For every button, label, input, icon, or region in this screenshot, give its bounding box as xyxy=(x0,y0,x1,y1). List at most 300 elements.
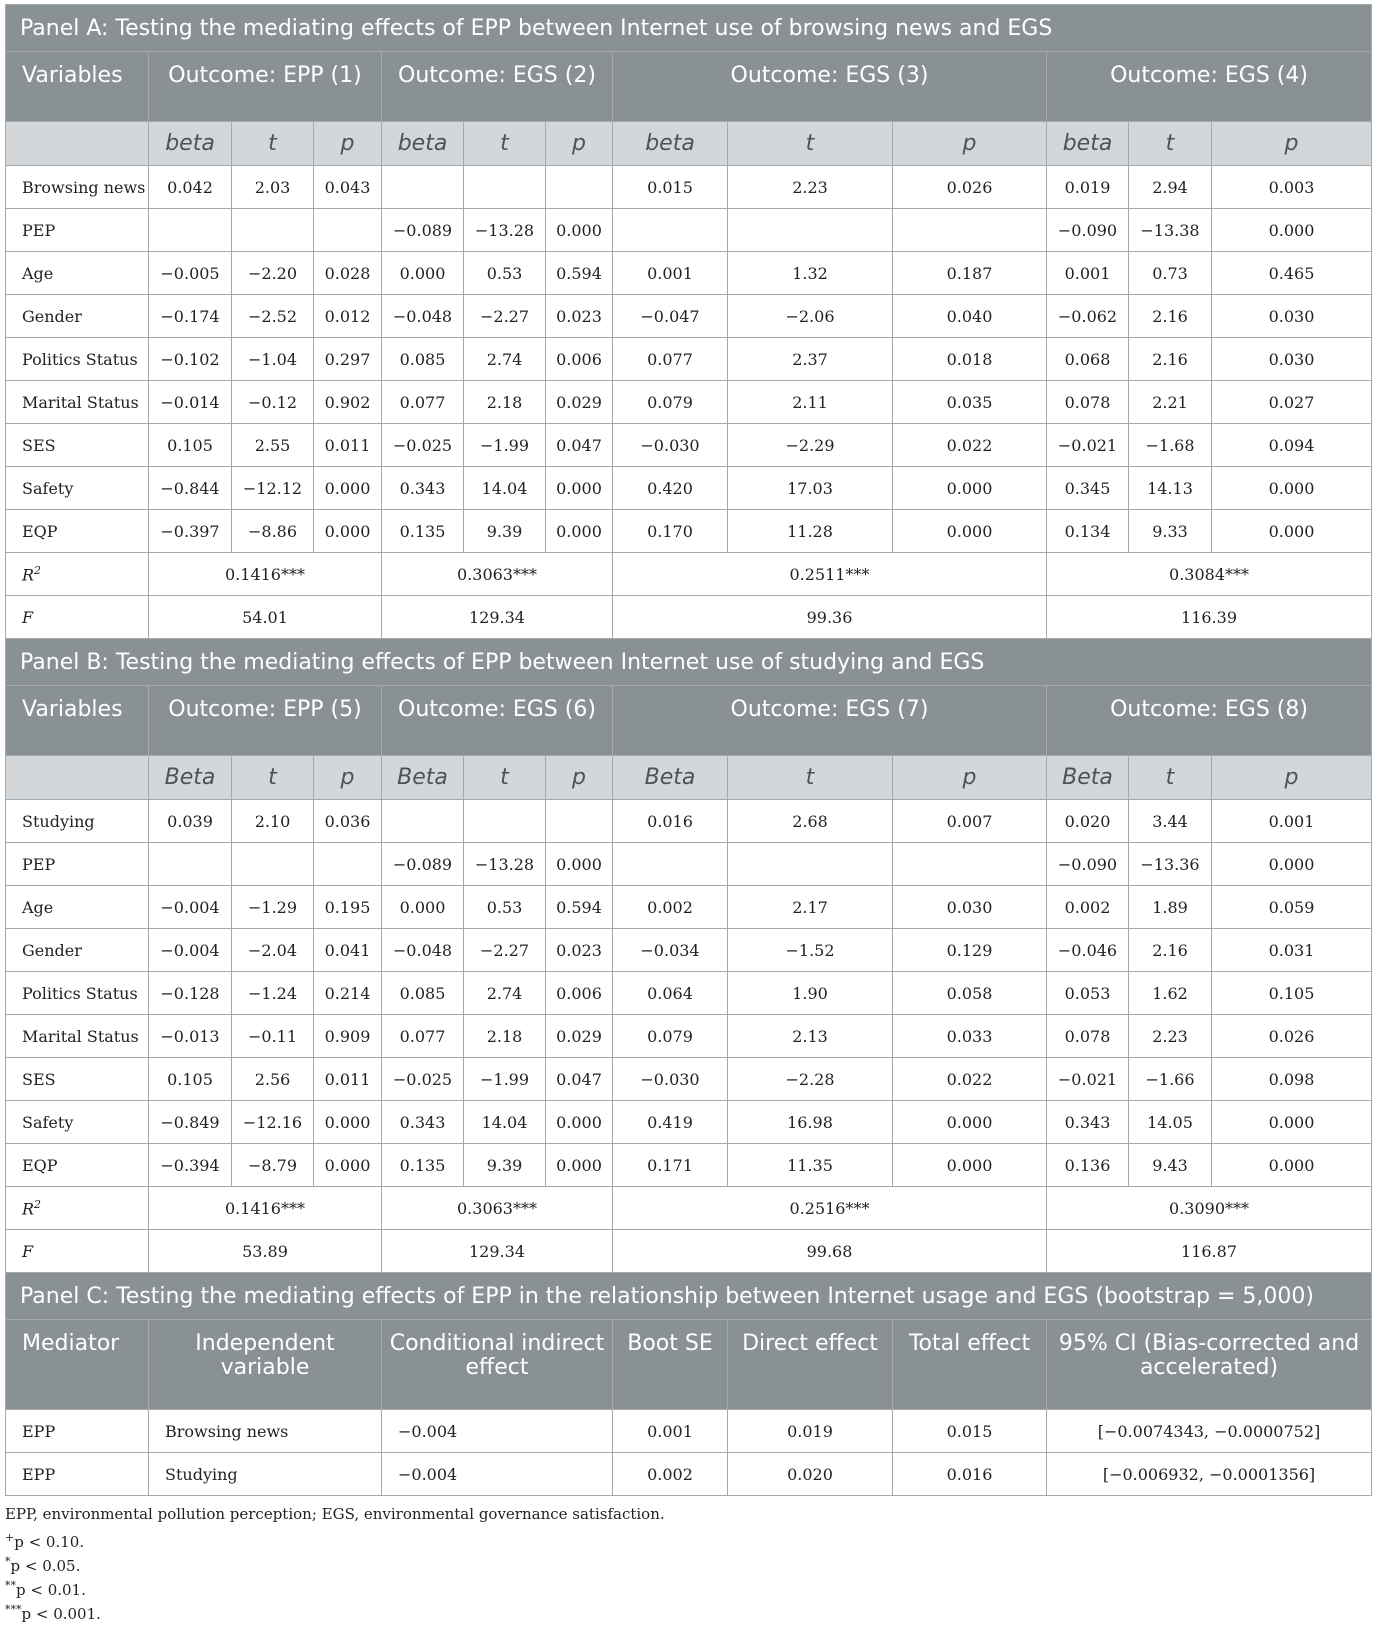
f-stat-value: 99.36 xyxy=(613,596,1047,639)
row-label: EQP xyxy=(6,1144,149,1187)
table-cell: −0.090 xyxy=(1047,843,1129,886)
table-cell: 0.214 xyxy=(314,972,382,1015)
panelB-title-row xyxy=(6,639,1372,686)
table-cell: 0.000 xyxy=(1212,843,1372,886)
table-row xyxy=(6,252,1372,295)
subheader-t: t xyxy=(728,756,893,800)
r-squared-label xyxy=(6,1187,149,1230)
table-cell: 0.023 xyxy=(546,929,613,972)
footnote-symbol: + xyxy=(5,1531,15,1544)
table-row xyxy=(6,972,1372,1015)
row-label: Marital Status xyxy=(6,381,149,424)
table-cell: 0.030 xyxy=(1212,338,1372,381)
subheader-beta: Beta xyxy=(382,756,464,800)
panelC-header: Total effect xyxy=(893,1320,1047,1410)
table-cell: 0.020 xyxy=(1047,800,1129,843)
table-cell: 0.042 xyxy=(149,166,232,209)
table-footnotes xyxy=(5,1502,1371,1623)
table-cell: 0.040 xyxy=(893,295,1047,338)
panelC-header: Independent variable xyxy=(149,1320,382,1410)
table-cell: 0.170 xyxy=(613,510,728,553)
subheader-p: p xyxy=(546,122,613,166)
subheader-blank xyxy=(6,122,149,166)
table-cell: 0.000 xyxy=(382,886,464,929)
panelC-header: Mediator xyxy=(6,1320,149,1410)
table-cell xyxy=(613,843,728,886)
table-cell xyxy=(613,209,728,252)
table-row xyxy=(6,166,1372,209)
table-cell: −0.014 xyxy=(149,381,232,424)
panelC-title: Panel C: Testing the mediating effects of EPP in the relationship between Internet usage and EGS (bootstrap = 5,000) xyxy=(6,1273,1372,1320)
table-cell: −2.20 xyxy=(232,252,314,295)
table-cell: −0.025 xyxy=(382,1058,464,1101)
table-row xyxy=(6,1101,1372,1144)
table-cell xyxy=(314,209,382,252)
subheader-p: p xyxy=(314,756,382,800)
outcome-header: Outcome: EGS (3) xyxy=(613,52,1047,122)
table-row xyxy=(6,800,1372,843)
table-cell: 2.13 xyxy=(728,1015,893,1058)
table-cell xyxy=(232,209,314,252)
table-cell: −0.102 xyxy=(149,338,232,381)
row-label: Browsing news xyxy=(6,166,149,209)
table-cell: 9.39 xyxy=(464,1144,546,1187)
footnote-symbol: * xyxy=(5,1555,11,1568)
panelA-title: Panel A: Testing the mediating effects of EPP between Internet use of browsing news and EGS xyxy=(6,5,1372,52)
table-cell: 0.000 xyxy=(1212,467,1372,510)
table-cell: 0.007 xyxy=(893,800,1047,843)
footnote-text: p < 0.001. xyxy=(21,1605,101,1623)
r-squared-value: 0.1416*** xyxy=(149,1187,382,1230)
table-cell: 0.171 xyxy=(613,1144,728,1187)
subheader-beta: Beta xyxy=(613,756,728,800)
table-cell: −1.99 xyxy=(464,1058,546,1101)
table-cell: 0.059 xyxy=(1212,886,1372,929)
table-cell: 2.03 xyxy=(232,166,314,209)
panelC-cell: −0.004 xyxy=(382,1410,613,1453)
table-cell: 2.74 xyxy=(464,972,546,1015)
table-cell: 16.98 xyxy=(728,1101,893,1144)
table-cell: 14.05 xyxy=(1129,1101,1212,1144)
panelC-row xyxy=(6,1410,1372,1453)
table-cell: 0.135 xyxy=(382,1144,464,1187)
table-cell: 0.033 xyxy=(893,1015,1047,1058)
table-cell: −2.27 xyxy=(464,295,546,338)
table-cell: 0.002 xyxy=(613,886,728,929)
footnote-abbreviations: EPP, environmental pollution perception; EGS, environmental governance satisfaction. xyxy=(5,1505,665,1523)
table-cell: −2.06 xyxy=(728,295,893,338)
f-stat-value: 53.89 xyxy=(149,1230,382,1273)
row-label: PEP xyxy=(6,209,149,252)
table-cell: 9.43 xyxy=(1129,1144,1212,1187)
row-label: Politics Status xyxy=(6,972,149,1015)
table-cell: 0.047 xyxy=(546,424,613,467)
table-cell: 0.085 xyxy=(382,338,464,381)
table-cell: −0.025 xyxy=(382,424,464,467)
table-cell: −1.66 xyxy=(1129,1058,1212,1101)
panelB-header-row xyxy=(6,686,1372,756)
table-row xyxy=(6,295,1372,338)
panelC-cell: [−0.0074343, −0.0000752] xyxy=(1047,1410,1372,1453)
table-cell: 14.04 xyxy=(464,1101,546,1144)
table-cell: −0.089 xyxy=(382,843,464,886)
table-cell: 0.077 xyxy=(613,338,728,381)
panelC-cell: 0.020 xyxy=(728,1453,893,1496)
panelB-f-row xyxy=(6,1230,1372,1273)
table-cell: −13.38 xyxy=(1129,209,1212,252)
table-cell: 0.000 xyxy=(546,1144,613,1187)
table-cell xyxy=(382,800,464,843)
footnote-significance xyxy=(5,1574,1371,1598)
row-label: SES xyxy=(6,424,149,467)
table-cell: 0.022 xyxy=(893,424,1047,467)
table-cell: 14.04 xyxy=(464,467,546,510)
panelA-f-row xyxy=(6,596,1372,639)
row-label: Age xyxy=(6,886,149,929)
table-cell: 0.098 xyxy=(1212,1058,1372,1101)
f-stat-value: 116.39 xyxy=(1047,596,1372,639)
outcome-header: Outcome: EGS (7) xyxy=(613,686,1047,756)
f-stat-value: 129.34 xyxy=(382,1230,613,1273)
subheader-p: p xyxy=(893,756,1047,800)
table-cell: 0.343 xyxy=(382,1101,464,1144)
table-cell: −13.28 xyxy=(464,209,546,252)
table-cell: −2.52 xyxy=(232,295,314,338)
table-cell: 0.012 xyxy=(314,295,382,338)
subheader-p: p xyxy=(314,122,382,166)
table-cell: 0.465 xyxy=(1212,252,1372,295)
row-label: Studying xyxy=(6,800,149,843)
table-cell: 0.019 xyxy=(1047,166,1129,209)
table-cell: −0.090 xyxy=(1047,209,1129,252)
table-cell xyxy=(464,800,546,843)
row-label: EQP xyxy=(6,510,149,553)
table-row xyxy=(6,510,1372,553)
panelC-cell: 0.001 xyxy=(613,1410,728,1453)
table-cell: −0.394 xyxy=(149,1144,232,1187)
variables-header: Variables xyxy=(6,686,149,756)
r-squared-letter: R xyxy=(22,1199,35,1219)
panelC-cell: EPP xyxy=(6,1453,149,1496)
table-cell: 0.53 xyxy=(464,886,546,929)
table-cell: 0.000 xyxy=(893,510,1047,553)
table-cell: −0.174 xyxy=(149,295,232,338)
table-cell: −8.86 xyxy=(232,510,314,553)
table-cell: 0.187 xyxy=(893,252,1047,295)
table-cell: 0.129 xyxy=(893,929,1047,972)
table-cell: −0.034 xyxy=(613,929,728,972)
table-cell xyxy=(546,800,613,843)
table-cell: 2.55 xyxy=(232,424,314,467)
table-cell: 0.018 xyxy=(893,338,1047,381)
r-squared-label xyxy=(6,553,149,596)
panelB-subheader-row xyxy=(6,756,1372,800)
f-stat-value: 129.34 xyxy=(382,596,613,639)
table-cell: 0.053 xyxy=(1047,972,1129,1015)
table-cell: 1.62 xyxy=(1129,972,1212,1015)
table-cell: 0.000 xyxy=(1212,209,1372,252)
table-cell xyxy=(546,166,613,209)
table-cell: 0.079 xyxy=(613,1015,728,1058)
table-row xyxy=(6,1144,1372,1187)
table-cell: 9.33 xyxy=(1129,510,1212,553)
table-cell: −1.52 xyxy=(728,929,893,972)
table-cell: 0.135 xyxy=(382,510,464,553)
table-cell: 0.136 xyxy=(1047,1144,1129,1187)
table-cell: 0.001 xyxy=(1047,252,1129,295)
table-cell: 0.345 xyxy=(1047,467,1129,510)
table-cell: −0.030 xyxy=(613,1058,728,1101)
subheader-beta: Beta xyxy=(1047,756,1129,800)
table-cell: 0.73 xyxy=(1129,252,1212,295)
table-cell: −0.004 xyxy=(149,886,232,929)
table-cell: 0.000 xyxy=(1212,1144,1372,1187)
variables-header: Variables xyxy=(6,52,149,122)
panelC-header: Boot SE xyxy=(613,1320,728,1410)
table-cell xyxy=(232,843,314,886)
footnote-significance xyxy=(5,1526,1371,1550)
subheader-beta: beta xyxy=(1047,122,1129,166)
table-cell: −12.12 xyxy=(232,467,314,510)
panelC-cell: Browsing news xyxy=(149,1410,382,1453)
table-row xyxy=(6,424,1372,467)
table-cell: −0.013 xyxy=(149,1015,232,1058)
table-cell: 0.000 xyxy=(382,252,464,295)
table-cell: 0.094 xyxy=(1212,424,1372,467)
row-label: Politics Status xyxy=(6,338,149,381)
table-cell: 2.18 xyxy=(464,381,546,424)
table-cell: 9.39 xyxy=(464,510,546,553)
table-cell: −1.29 xyxy=(232,886,314,929)
table-cell: 2.10 xyxy=(232,800,314,843)
row-label: Safety xyxy=(6,467,149,510)
r-squared-superscript: 2 xyxy=(34,563,42,577)
table-cell xyxy=(149,209,232,252)
table-cell: −2.28 xyxy=(728,1058,893,1101)
table-cell: 0.036 xyxy=(314,800,382,843)
panelC-row xyxy=(6,1453,1372,1496)
footnote-significance xyxy=(5,1550,1371,1574)
table-cell: −0.048 xyxy=(382,929,464,972)
outcome-header: Outcome: EGS (8) xyxy=(1047,686,1372,756)
table-cell: 2.16 xyxy=(1129,338,1212,381)
table-cell: −0.397 xyxy=(149,510,232,553)
table-cell: −13.28 xyxy=(464,843,546,886)
panelC-cell: [−0.006932, −0.0001356] xyxy=(1047,1453,1372,1496)
table-cell: 0.026 xyxy=(893,166,1047,209)
panelC-header: Conditional indirect effect xyxy=(382,1320,613,1410)
footnote-text: p < 0.05. xyxy=(10,1557,81,1575)
table-cell: −0.021 xyxy=(1047,424,1129,467)
table-cell: 17.03 xyxy=(728,467,893,510)
table-cell: 0.085 xyxy=(382,972,464,1015)
r-squared-letter: R xyxy=(22,565,35,585)
table-cell: 0.000 xyxy=(314,510,382,553)
table-cell: 0.105 xyxy=(149,1058,232,1101)
table-cell: 0.015 xyxy=(613,166,728,209)
table-cell: −1.68 xyxy=(1129,424,1212,467)
table-cell: −0.062 xyxy=(1047,295,1129,338)
table-cell: −0.12 xyxy=(232,381,314,424)
panelC-title-row xyxy=(6,1273,1372,1320)
table-cell: 0.000 xyxy=(546,843,613,886)
subheader-p: p xyxy=(893,122,1047,166)
table-cell: 0.078 xyxy=(1047,381,1129,424)
table-row xyxy=(6,843,1372,886)
footnote-text: p < 0.10. xyxy=(14,1533,85,1551)
r-squared-value: 0.1416*** xyxy=(149,553,382,596)
subheader-beta: beta xyxy=(149,122,232,166)
subheader-beta: Beta xyxy=(149,756,232,800)
table-cell: 0.594 xyxy=(546,886,613,929)
table-cell: 0.028 xyxy=(314,252,382,295)
r-squared-value: 0.3084*** xyxy=(1047,553,1372,596)
table-cell: 0.030 xyxy=(1212,295,1372,338)
row-label: Gender xyxy=(6,295,149,338)
table-cell: −13.36 xyxy=(1129,843,1212,886)
table-cell: 2.68 xyxy=(728,800,893,843)
table-cell: 0.001 xyxy=(613,252,728,295)
table-cell: 0.001 xyxy=(1212,800,1372,843)
table-cell: −0.030 xyxy=(613,424,728,467)
table-cell xyxy=(728,209,893,252)
table-cell: 0.043 xyxy=(314,166,382,209)
r-squared-value: 0.3063*** xyxy=(382,553,613,596)
table-cell xyxy=(149,843,232,886)
table-cell: 0.594 xyxy=(546,252,613,295)
subheader-p: p xyxy=(1212,122,1372,166)
table-cell: 0.011 xyxy=(314,1058,382,1101)
mediation-table xyxy=(5,4,1372,1496)
table-cell: 0.064 xyxy=(613,972,728,1015)
table-row xyxy=(6,1058,1372,1101)
table-cell: 0.077 xyxy=(382,1015,464,1058)
table-cell: 0.039 xyxy=(149,800,232,843)
table-cell: −1.04 xyxy=(232,338,314,381)
table-cell: 0.068 xyxy=(1047,338,1129,381)
table-row xyxy=(6,886,1372,929)
outcome-header: Outcome: EPP (5) xyxy=(149,686,382,756)
table-cell: 14.13 xyxy=(1129,467,1212,510)
table-cell: −0.047 xyxy=(613,295,728,338)
outcome-header: Outcome: EPP (1) xyxy=(149,52,382,122)
table-cell: 0.041 xyxy=(314,929,382,972)
footnote-symbol: *** xyxy=(5,1603,22,1616)
table-cell: 3.44 xyxy=(1129,800,1212,843)
subheader-t: t xyxy=(232,122,314,166)
row-label: Gender xyxy=(6,929,149,972)
table-cell: 0.902 xyxy=(314,381,382,424)
table-cell: 0.000 xyxy=(1212,1101,1372,1144)
table-cell: −0.089 xyxy=(382,209,464,252)
table-cell: 2.17 xyxy=(728,886,893,929)
table-cell: −0.11 xyxy=(232,1015,314,1058)
table-cell: −2.27 xyxy=(464,929,546,972)
table-cell: −1.99 xyxy=(464,424,546,467)
panelB-title: Panel B: Testing the mediating effects of EPP between Internet use of studying and EGS xyxy=(6,639,1372,686)
panelA-subheader-row xyxy=(6,122,1372,166)
table-row xyxy=(6,929,1372,972)
outcome-header: Outcome: EGS (2) xyxy=(382,52,613,122)
table-cell: 0.016 xyxy=(613,800,728,843)
subheader-beta: beta xyxy=(382,122,464,166)
panelA-title-row xyxy=(6,5,1372,52)
subheader-t: t xyxy=(1129,756,1212,800)
row-label: SES xyxy=(6,1058,149,1101)
panelC-cell: −0.004 xyxy=(382,1453,613,1496)
table-cell xyxy=(382,166,464,209)
table-cell: 0.035 xyxy=(893,381,1047,424)
row-label: Marital Status xyxy=(6,1015,149,1058)
panelC-cell: EPP xyxy=(6,1410,149,1453)
f-stat-value: 116.87 xyxy=(1047,1230,1372,1273)
table-cell: 2.18 xyxy=(464,1015,546,1058)
table-cell xyxy=(314,843,382,886)
outcome-header: Outcome: EGS (4) xyxy=(1047,52,1372,122)
footnote-significance xyxy=(5,1598,1371,1622)
table-cell: 0.000 xyxy=(893,1144,1047,1187)
table-cell: 2.23 xyxy=(1129,1015,1212,1058)
panelC-header: Direct effect xyxy=(728,1320,893,1410)
f-stat-value: 99.68 xyxy=(613,1230,1047,1273)
table-cell: 0.000 xyxy=(546,209,613,252)
table-row xyxy=(6,381,1372,424)
row-label: Age xyxy=(6,252,149,295)
table-cell: 0.53 xyxy=(464,252,546,295)
table-cell: 0.027 xyxy=(1212,381,1372,424)
table-cell: 0.026 xyxy=(1212,1015,1372,1058)
r-squared-superscript: 2 xyxy=(34,1197,42,1211)
table-cell: 1.90 xyxy=(728,972,893,1015)
panelA-header-row xyxy=(6,52,1372,122)
subheader-p: p xyxy=(1212,756,1372,800)
table-row xyxy=(6,1015,1372,1058)
table-cell: 0.023 xyxy=(546,295,613,338)
subheader-p: p xyxy=(546,756,613,800)
table-cell: 0.058 xyxy=(893,972,1047,1015)
subheader-t: t xyxy=(464,122,546,166)
panelA-r2-row xyxy=(6,553,1372,596)
table-row xyxy=(6,467,1372,510)
table-cell xyxy=(728,843,893,886)
table-cell: −8.79 xyxy=(232,1144,314,1187)
table-cell: −0.844 xyxy=(149,467,232,510)
table-cell: 2.16 xyxy=(1129,929,1212,972)
f-stat-value: 54.01 xyxy=(149,596,382,639)
table-cell: 0.420 xyxy=(613,467,728,510)
table-cell: 11.35 xyxy=(728,1144,893,1187)
table-cell: −0.021 xyxy=(1047,1058,1129,1101)
table-cell xyxy=(893,209,1047,252)
table-row xyxy=(6,209,1372,252)
panelC-cell: 0.015 xyxy=(893,1410,1047,1453)
panelC-cell: Studying xyxy=(149,1453,382,1496)
table-cell: 0.105 xyxy=(1212,972,1372,1015)
table-cell: 0.002 xyxy=(1047,886,1129,929)
table-cell: 2.16 xyxy=(1129,295,1212,338)
table-cell: 0.000 xyxy=(893,467,1047,510)
panelC-cell: 0.002 xyxy=(613,1453,728,1496)
table-cell: 0.079 xyxy=(613,381,728,424)
table-cell: 2.11 xyxy=(728,381,893,424)
panelC-cell: 0.016 xyxy=(893,1453,1047,1496)
table-cell: −0.005 xyxy=(149,252,232,295)
table-cell: 0.000 xyxy=(546,467,613,510)
footnote-symbol: ** xyxy=(5,1579,16,1592)
results-table xyxy=(5,4,1371,1623)
table-cell: 0.000 xyxy=(1212,510,1372,553)
table-cell: 0.000 xyxy=(314,1101,382,1144)
